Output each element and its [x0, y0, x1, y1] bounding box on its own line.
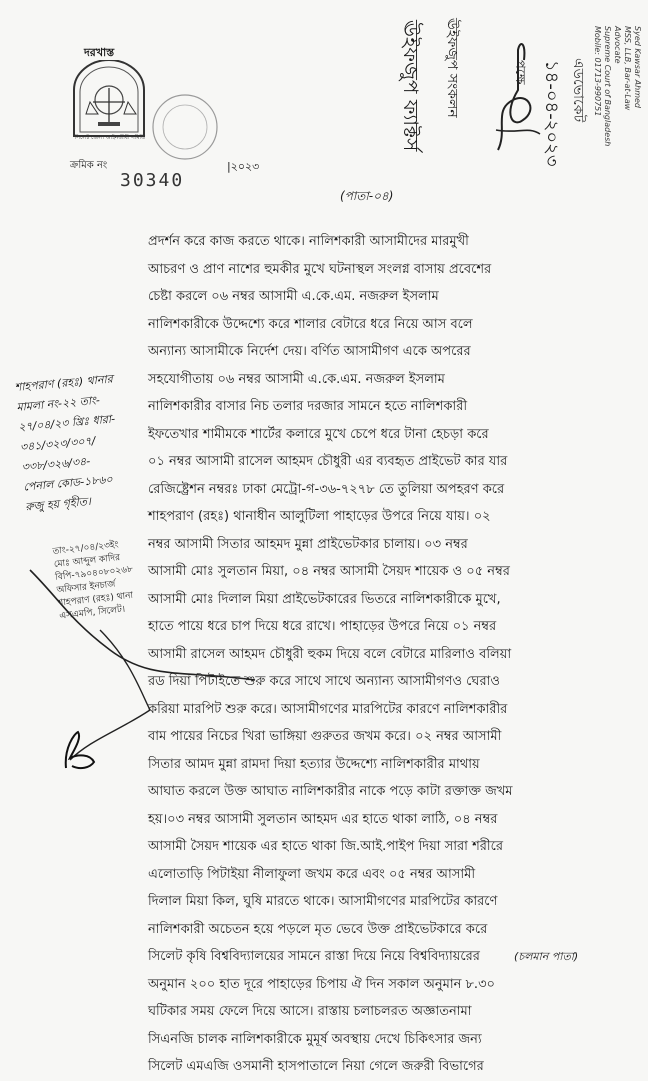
case-note-line: ২৭/০৪/২৩ খ্রিঃ ধারা-: [17, 412, 116, 434]
case-note-line: রুজু হয় গৃহীত।: [24, 494, 92, 514]
body-line: অন্যান্য আসামীকে নির্দেশ দেয়। বর্ণিত আসামীগণ একে অপরের: [148, 344, 471, 359]
form-title: দরখাস্ত: [84, 46, 115, 59]
body-line: ইফতেখার শামীমকে শার্টের কলারে মুখে চেপে ধরে টানা হেচড়া করে: [148, 426, 489, 442]
officer-stamp-line: এসএমপি, সিলেট।: [58, 604, 126, 622]
body-line: সহযোগীতায় ০৬ নম্বর আসামী এ.কে.এম. নজরুল ইসলাম: [148, 371, 445, 387]
faint-court-stamp-icon: [150, 92, 220, 162]
bar-association-seal-icon: [68, 60, 150, 142]
body-line: করিয়া মারপিট শুরু করে। আসামীগণের মারপিটের কারণে নালিশকারীর: [148, 701, 508, 717]
officer-stamp-line: শাহপরাণ (রহঃ) থানা: [57, 590, 134, 609]
body-line: শাহপরাণ (রহঃ) থানাধীন আলুটিলা পাহাড়ের উপরে নিয়ে যায়। ০২: [148, 509, 491, 524]
page-number-label: (পাতা-০৪): [340, 189, 394, 203]
handwritten-arrow-icon: [0, 560, 260, 800]
lawyer-stamp-line: MSS, LLB, Bar-at-Law: [623, 26, 632, 111]
body-line: নম্বর আসামী সিতার আহমদ মুন্না প্রাইভেটকার চালায়। ০৩ নম্বর: [148, 536, 468, 552]
body-line: সিএনজি চালক নালিশকারীকে মুমূর্ষ অবস্থায় দেখে চিকিৎসার জন্য: [148, 1031, 482, 1047]
body-line: আঘাত করলে উক্ত আঘাত নালিশকারীর নাকে পড়ে কাটা রক্তাক্ত জখম: [148, 784, 513, 799]
case-note-line: মামলা নং-২২ তাং-: [16, 393, 101, 414]
lawyer-stamp-line: Syed Kawsar Ahmed: [633, 26, 642, 108]
year-text: |২০২৩: [227, 160, 260, 173]
body-line: আসামী সৈয়দ শায়েক এর হাতে থাকা জি.আই.পাইপ দিয়া সারা শরীরে: [148, 839, 504, 854]
handwritten-vertical-note-2: ঊইফজুপ সংকলন: [444, 18, 460, 118]
body-line: সিলেট কৃষি বিশ্ববিদ্যালয়ের সামনে রাস্তা দিয়ে নিয়ে বিশ্ববিদ্যায়রের: [148, 949, 480, 964]
officer-stamp-line: তাং-২৭/০৪/২৩ইং: [52, 540, 119, 557]
case-note-line: শাহপরাণ (রহঃ) থানার: [14, 372, 114, 394]
body-line: আচরণ ও প্রাণ নাশের হুমকীর মুখে ঘটনাস্থল সংলগ্ন বাসায় প্রবেশের: [148, 261, 492, 277]
body-line: রেজিষ্ট্রেশন নম্বরঃ ঢাকা মেট্রো-গ-৩৬-৭২৭৮ তে তুলিয়া অপহরণ করে: [148, 481, 505, 497]
body-line: প্রদর্শন করে কাজ করতে থাকে। নালিশকারী আসামীদের মারমুখী: [148, 234, 469, 249]
handwritten-vertical-note-1: ঊইফজুপ ফ্যাক্টর্স: [399, 20, 423, 152]
lawyer-stamp: [592, 26, 642, 146]
handwritten-initial-icon: [60, 728, 100, 772]
body-line: দিলাল মিয়া কিল, ঘুষি মারতে থাকে। আসামীগণের মারপিটের কারণে: [148, 894, 498, 909]
body-line: হাতে পায়ে ধরে চাপ দিয়ে ধরে রাখে। পাহাড়ের উপরে নিয়ে ০১ নম্বর: [148, 619, 497, 634]
body-line: ০১ নম্বর আসামী রাসেল আহমদ চৌধুরী এর ব্যবহৃত প্রাইভেট কার যার: [148, 454, 508, 469]
lawyer-stamp-line: Advocate: [613, 26, 622, 64]
advocate-label: এডভোকেট: [570, 58, 586, 123]
officer-stamp-line: বিপি-৭৯০৪০৮০২৬৮: [54, 564, 134, 583]
body-line: নালিশকারী অচেতন হয়ে পড়লে মৃত ভেবে উক্ত প্রাইভেটকারে করে: [148, 921, 488, 937]
body-line: বাম পায়ের নিচের খিরা ভাঙ্গিয়া গুরুতর জখম করে। ০২ নম্বর আসামী: [148, 729, 502, 744]
body-line: চেষ্টা করলে ০৬ নম্বর আসামী এ.কে.এম. নজরুল ইসলাম: [148, 289, 439, 304]
case-note-line: পেনাল কোড-১৮৬০: [22, 472, 114, 494]
officer-stamp-line: অফিসার ইনচার্জ: [56, 579, 116, 596]
handwritten-vertical-note-3: পক্ষে: [512, 60, 527, 85]
body-line: রড দিয়া পিটাইতে শুরু করে সাথে সাথে অন্যান্য আসামীগণও ঘেরাও: [148, 674, 500, 689]
officer-stamp-line: মোঃ আব্দুল কাদির: [53, 552, 121, 570]
body-line: আসামী রাসেল আহমদ চৌধুরী হুকম দিয়ে বলে বেটারে মারিলাও বলিয়া: [148, 646, 512, 662]
handwritten-date: ১৪-০৪-২০২৩: [541, 60, 562, 167]
body-line: আসামী মোঃ সুলতান মিয়া, ০৪ নম্বর আসামী সৈয়দ শায়েক ও ০৫ নম্বর: [148, 564, 510, 579]
serial-number: 30340: [120, 170, 185, 191]
body-line: নালিশকারীর বাসার নিচ তলার দরজার সামনে হতে নালিশকারী: [148, 399, 468, 414]
body-line: সিলেট এমএজি ওসমানী হাসপাতালে নিয়া গেলে জরুরী বিভাগের: [148, 1059, 484, 1074]
body-line: আসামী মোঃ দিলাল মিয়া প্রাইভেটকারের ভিতরে নালিশকারীকে মুখে,: [148, 591, 501, 607]
body-line: নালিশকারীকে উদ্দেশ্যে করে শালার বেটারে ধরে নিয়ে আস বলে: [148, 316, 473, 332]
body-line: হয়।০৩ নম্বর আসামী সুলতান আহমদ এর হাতে থাকা লাঠি, ০৪ নম্বর: [148, 811, 498, 827]
case-note-line: ৩৪১/৩২৩/৩০৭/: [19, 434, 96, 454]
body-line: এলোতাড়ি পিটাইয়া নীলাফুলা জখম করে এবং ০৫ নম্বর আসামী: [148, 866, 476, 882]
lawyer-stamp-line: Supreme Court of Bangladesh: [603, 26, 612, 147]
seal-caption: সিলেট জেলা আইনজীবী সমিতি: [74, 135, 146, 141]
body-line: ঘটিকার সময় ফেলে দিয়ে আসে। রাস্তায় চলাচলরত অজ্ঞাতনামা: [148, 1004, 472, 1019]
continued-page-label: (চলমান পাতা): [514, 950, 579, 963]
case-note-line: ৩৩৮/৩২৬/৩৪-: [21, 454, 91, 474]
body-line: অনুমান ২০০ হাত দূরে পাহাড়ের চিপায় ঐ দিন সকাল অনুমান ৮.৩০: [148, 976, 495, 992]
body-line: সিতার আমদ মুন্না রামদা দিয়া হত্যার উদ্দেশ্যে নালিশকারীর মাথায়: [148, 756, 480, 772]
serial-label: ক্রমিক নং: [70, 160, 108, 171]
lawyer-stamp-line: Mobile: 01713-990751: [593, 26, 602, 117]
handwritten-case-note: [14, 365, 176, 518]
